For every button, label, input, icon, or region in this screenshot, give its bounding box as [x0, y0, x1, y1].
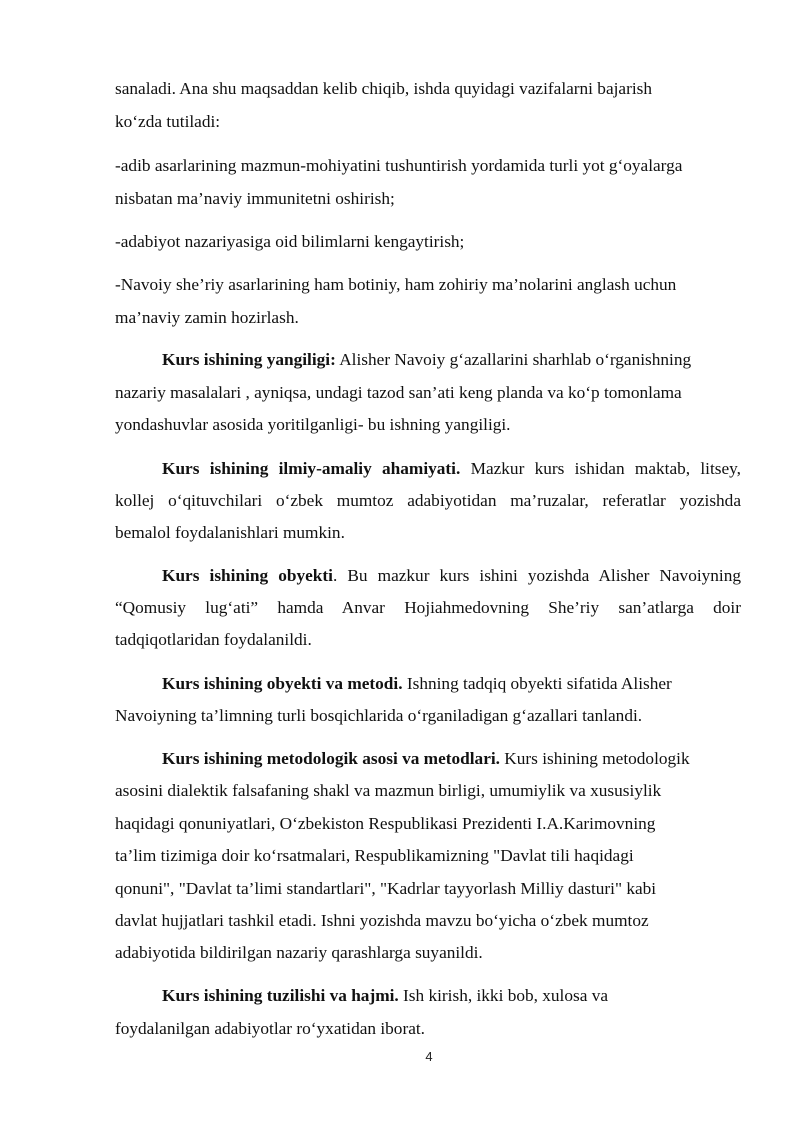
text-line: foydalanilgan adabiyotlar ro‘yxatidan iborat.	[115, 1019, 425, 1038]
text-line: sanaladi. Ana shu maqsaddan kelib chiqib, ishda quyidagi vazifalarni bajarish	[115, 79, 653, 98]
paragraph-heading: Kurs ishining ilmiy-amaliy ahamiyati.	[162, 459, 461, 478]
text-line: bemalol foydalanishlari mumkin.	[115, 523, 345, 542]
text-line: adabiyotida bildirilgan nazariy qarashlarga suyanildi.	[115, 943, 483, 962]
text-line: ta’lim tizimiga doir ko‘rsatmalari, Respublikamizning "Davlat tili haqidagi	[115, 846, 634, 865]
paragraph-heading: Kurs ishining tuzilishi va hajmi.	[162, 986, 399, 1005]
page-number: 4	[425, 1049, 433, 1064]
paragraph-first-line: Kurs ishining obyekti va metodi. Ishning tadqiq obyekti sifatida Alisher	[162, 674, 672, 693]
text-line: -Navoiy she’riy asarlarining ham botiniy, ham zohiriy ma’nolarini anglash uchun	[115, 275, 677, 294]
paragraph-first-line: Kurs ishining metodologik asosi va metodlari. Kurs ishining metodologik	[162, 749, 690, 768]
paragraph-first-line: Kurs ishining obyekti. Bu mazkur kurs ishini yozishda Alisher Navoiyning	[162, 566, 742, 585]
text-line: asosini dialektik falsafaning shakl va mazmun birligi, umumiylik va xususiylik	[115, 781, 662, 800]
text-line: -adib asarlarining mazmun-mohiyatini tushuntirish yordamida turli yot g‘oyalarga	[115, 156, 683, 175]
text-line: nisbatan ma’naviy immunitetni oshirish;	[115, 189, 395, 208]
paragraph-heading: Kurs ishining obyekti	[162, 566, 333, 585]
text-line: kollej o‘qituvchilari o‘zbek mumtoz adabiyotidan ma’ruzalar, referatlar yozishda	[115, 491, 741, 510]
paragraph-heading: Kurs ishining obyekti va metodi.	[162, 674, 403, 693]
text-line: davlat hujjatlari tashkil etadi. Ishni yozishda mavzu bo‘yicha o‘zbek mumtoz	[115, 911, 649, 930]
text-line: ma’naviy zamin hozirlash.	[115, 308, 299, 327]
text-line: qonuni", "Davlat ta’limi standartlari", "Kadrlar tayyorlash Milliy dasturi" kabi	[115, 879, 657, 898]
text-line: ko‘zda tutiladi:	[115, 112, 221, 131]
paragraph-first-line: Kurs ishining yangiligi: Alisher Navoiy g‘azallarini sharhlab o‘rganishning	[162, 350, 692, 369]
paragraph-heading: Kurs ishining metodologik asosi va metodlari.	[162, 749, 500, 768]
text-line: -adabiyot nazariyasiga oid bilimlarni kengaytirish;	[115, 232, 465, 251]
text-line: nazariy masalalari , ayniqsa, undagi tazod san’ati keng planda va ko‘p tomonlama	[115, 383, 682, 402]
text-line: tadqiqotlaridan foydalanildi.	[115, 630, 312, 649]
text-line: yondashuvlar asosida yoritilganligi- bu ishning yangiligi.	[115, 415, 511, 434]
text-line: haqidagi qonuniyatlari, O‘zbekiston Respublikasi Prezidenti I.A.Karimovning	[115, 814, 656, 833]
paragraph-heading: Kurs ishining yangiligi:	[162, 350, 336, 369]
paragraph-first-line: Kurs ishining ilmiy-amaliy ahamiyati. Mazkur kurs ishidan maktab, litsey,	[162, 459, 741, 478]
text-line: “Qomusiy lug‘ati” hamda Anvar Hojiahmedovning She’riy san’atlarga doir	[115, 598, 741, 617]
paragraph-first-line: Kurs ishining tuzilishi va hajmi. Ish kirish, ikki bob, xulosa va	[162, 986, 609, 1005]
text-line: Navoiyning ta’limning turli bosqichlarida o‘rganiladigan g‘azallari tanlandi.	[115, 706, 643, 725]
